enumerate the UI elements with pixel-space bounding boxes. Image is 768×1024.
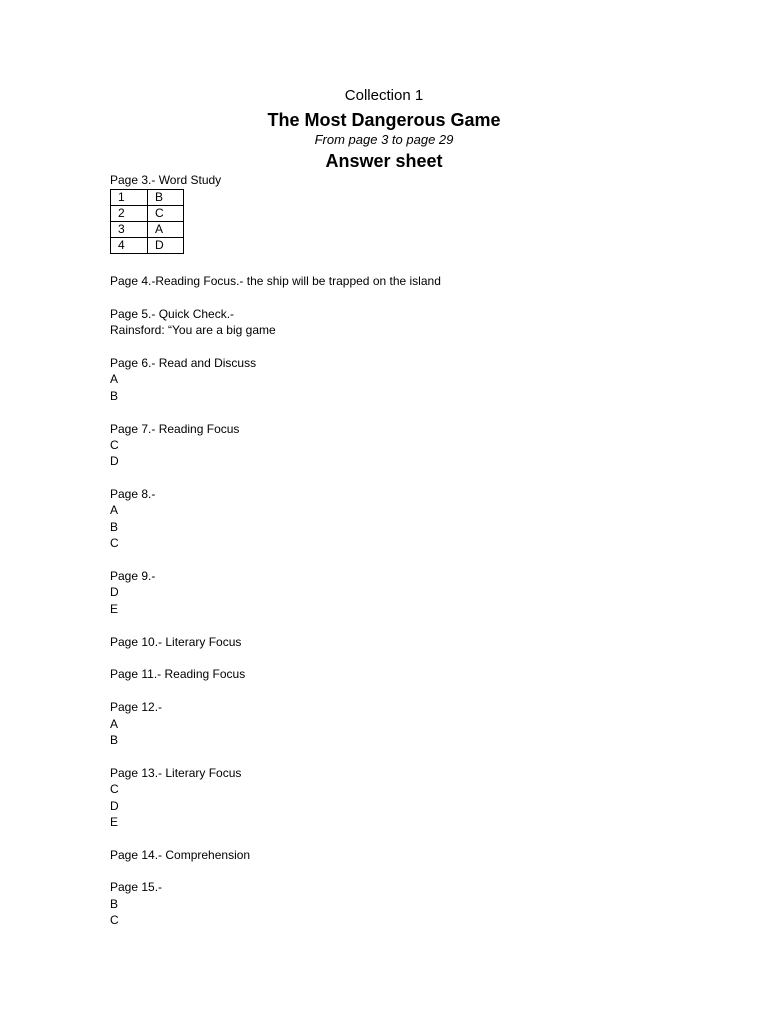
- answer-section: [110, 879, 441, 928]
- answer-section: [110, 634, 441, 650]
- section-heading: Page 14.- Comprehension: [110, 847, 251, 862]
- answer-line: D: [110, 585, 119, 600]
- answer-line: A: [110, 716, 119, 731]
- word-study-heading: Page 3.- Word Study: [110, 173, 222, 187]
- row-number-cell: 3: [111, 222, 148, 238]
- section-heading: Page 10.- Literary Focus: [110, 634, 242, 649]
- answer-section: [110, 666, 441, 682]
- collection-label: Collection 1: [344, 87, 424, 104]
- row-number-cell: 4: [111, 238, 148, 254]
- section-heading: Page 15.-: [110, 880, 163, 895]
- answer-cell: B: [148, 190, 184, 206]
- section-heading: Page 5.- Quick Check.-: [110, 306, 235, 321]
- answer-section: [110, 765, 441, 831]
- answer-section: [110, 486, 441, 552]
- answer-section: [110, 421, 441, 470]
- answer-cell: D: [148, 238, 184, 254]
- answer-line: B: [110, 388, 119, 403]
- answer-sections: [110, 273, 441, 945]
- section-heading: Page 9.-: [110, 569, 156, 584]
- answer-line: D: [110, 798, 119, 813]
- section-heading: Page 13.- Literary Focus: [110, 765, 242, 780]
- page-range: From page 3 to page 29: [314, 132, 454, 147]
- table-row: [111, 222, 184, 238]
- answer-line: B: [110, 896, 119, 911]
- table-row: [111, 206, 184, 222]
- answer-line: E: [110, 814, 119, 829]
- answer-line: D: [110, 454, 119, 469]
- answer-section: [110, 568, 441, 617]
- section-heading: Page 12.-: [110, 700, 163, 715]
- answer-cell: A: [148, 222, 184, 238]
- answer-line: A: [110, 503, 119, 518]
- answer-line: C: [110, 437, 119, 452]
- answer-section: [110, 847, 441, 863]
- row-number-cell: 1: [111, 190, 148, 206]
- answer-line: A: [110, 372, 119, 387]
- table-row: [111, 238, 184, 254]
- answer-section: [110, 306, 441, 339]
- word-study-table: [110, 189, 184, 254]
- answer-line: E: [110, 601, 119, 616]
- section-heading: Page 6.- Read and Discuss: [110, 355, 257, 370]
- answer-line: B: [110, 732, 119, 747]
- section-heading: Page 4.-Reading Focus.- the ship will be trapped on the island: [110, 274, 441, 288]
- table-row: [111, 190, 184, 206]
- answer-cell: C: [148, 206, 184, 222]
- answer-sheet-heading: Answer sheet: [325, 151, 443, 171]
- document-title: The Most Dangerous Game: [267, 110, 501, 130]
- section-heading: Page 7.- Reading Focus: [110, 421, 240, 436]
- answer-line: C: [110, 536, 119, 551]
- answer-line: B: [110, 519, 119, 534]
- answer-section: [110, 699, 441, 748]
- section-heading: Page 11.- Reading Focus: [110, 667, 246, 682]
- answer-line: C: [110, 913, 119, 928]
- answer-line: Rainsford: “You are a big game: [110, 323, 276, 338]
- section-heading: Page 8.-: [110, 487, 156, 502]
- answer-section: [110, 273, 441, 289]
- answer-line: C: [110, 782, 119, 797]
- answer-section: [110, 355, 441, 404]
- row-number-cell: 2: [111, 206, 148, 222]
